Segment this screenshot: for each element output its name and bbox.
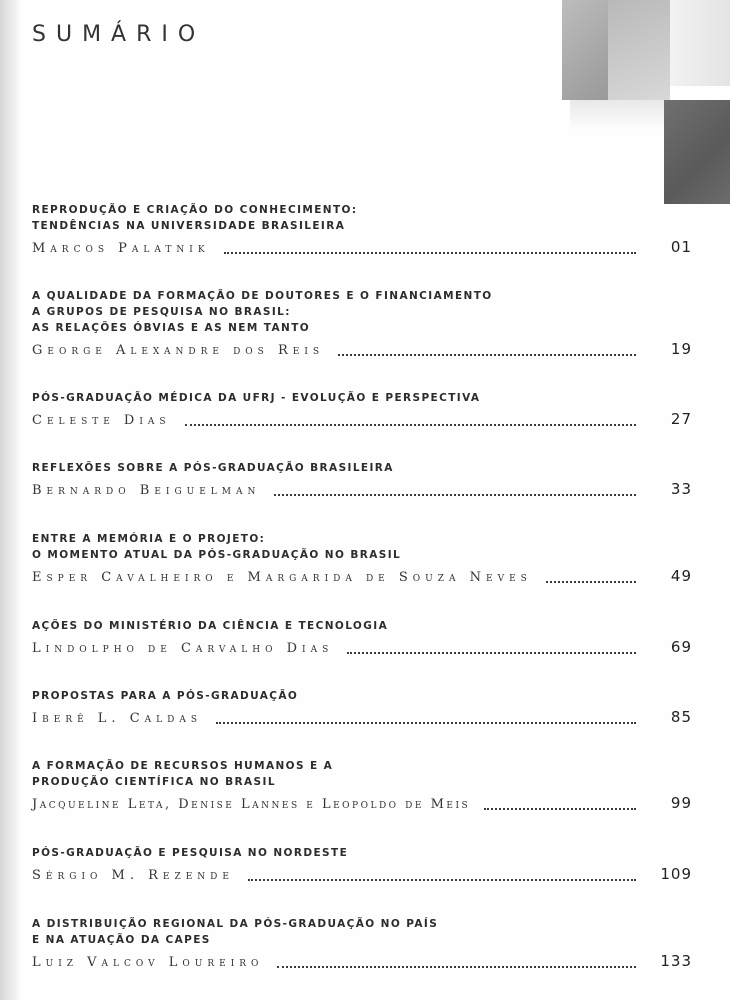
toc-entry[interactable] — [32, 618, 692, 660]
entry-page-number: 19 — [670, 340, 692, 358]
entry-author-row — [32, 340, 692, 362]
leader-dots — [277, 965, 636, 968]
entry-author-row — [32, 794, 692, 816]
entry-author: Marcos Palatnik — [32, 241, 210, 256]
entry-author: Jacqueline Leta, Denise Lannes e Leopoldo de Meis — [32, 797, 471, 812]
entry-author-row — [32, 238, 692, 260]
entry-author-row — [32, 708, 692, 730]
entry-author-row — [32, 865, 692, 887]
decorative-block — [562, 0, 670, 100]
entry-title-line: PÓS-GRADUAÇÃO E PESQUISA NO NORDESTE — [32, 847, 349, 859]
leader-dots — [224, 251, 636, 254]
page-edge-shadow — [0, 0, 22, 1000]
entry-title-line: REFLEXÕES SOBRE A PÓS-GRADUAÇÃO BRASILEIRA — [32, 462, 394, 474]
toc-entry[interactable] — [32, 460, 692, 502]
entry-author: Lindolpho de Carvalho Dias — [32, 641, 334, 656]
entry-title-line: E NA ATUAÇÃO DA CAPES — [32, 934, 211, 946]
entry-title-line: TENDÊNCIAS NA UNIVERSIDADE BRASILEIRA — [32, 220, 346, 232]
entry-page-number: 69 — [670, 638, 692, 656]
entry-author: Esper Cavalheiro e Margarida de Souza Neves — [32, 570, 532, 585]
decorative-block — [664, 100, 730, 204]
entry-author-row — [32, 480, 692, 502]
page-title: SUMÁRIO — [32, 22, 206, 47]
entry-title-line: A DISTRIBUIÇÃO REGIONAL DA PÓS-GRADUAÇÃO NO PAÍS — [32, 918, 439, 930]
entry-author-row — [32, 952, 692, 974]
entry-author: Luiz Valcov Loureiro — [32, 955, 264, 970]
entry-title-line: AÇÕES DO MINISTÉRIO DA CIÊNCIA E TECNOLOGIA — [32, 620, 389, 632]
entry-page-number: 33 — [670, 480, 692, 498]
entry-title-line: A GRUPOS DE PESQUISA NO BRASIL: — [32, 306, 291, 318]
entry-page-number: 49 — [670, 567, 692, 585]
entry-title-line: A FORMAÇÃO DE RECURSOS HUMANOS E A — [32, 760, 334, 772]
entry-title-line: ENTRE A MEMÓRIA E O PROJETO: — [32, 533, 266, 545]
entry-page-number: 27 — [670, 410, 692, 428]
toc-entry[interactable] — [32, 688, 692, 730]
entry-title-line: O MOMENTO ATUAL DA PÓS-GRADUAÇÃO NO BRASIL — [32, 549, 402, 561]
entry-author: George Alexandre dos Reis — [32, 343, 325, 358]
leader-dots — [274, 493, 636, 496]
entry-author: Sérgio M. Rezende — [32, 868, 234, 883]
entry-title-line: AS RELAÇÕES ÓBVIAS E AS NEM TANTO — [32, 322, 311, 334]
leader-dots — [338, 353, 636, 356]
entry-author-row — [32, 638, 692, 660]
leader-dots — [546, 580, 636, 583]
decorative-block — [670, 0, 730, 86]
entry-page-number: 01 — [670, 238, 692, 256]
toc-entry[interactable] — [32, 845, 692, 887]
entry-title-line: PROPOSTAS PARA A PÓS-GRADUAÇÃO — [32, 690, 299, 702]
entry-page-number: 99 — [670, 794, 692, 812]
toc-entry[interactable] — [32, 390, 692, 432]
entry-author: Celeste Dias — [32, 413, 171, 428]
entry-title-line: REPRODUÇÃO E CRIAÇÃO DO CONHECIMENTO: — [32, 204, 358, 216]
toc-entry[interactable] — [32, 288, 692, 362]
entry-page-number: 85 — [670, 708, 692, 726]
toc-entry[interactable] — [32, 531, 692, 589]
leader-dots — [347, 651, 636, 654]
entry-page-number: 109 — [660, 865, 692, 883]
toc-entry[interactable] — [32, 202, 692, 260]
entry-author-row — [32, 567, 692, 589]
leader-dots — [216, 721, 636, 724]
leader-dots — [484, 807, 636, 810]
leader-dots — [248, 878, 636, 881]
entry-page-number: 133 — [660, 952, 692, 970]
entry-author: Iberê L. Caldas — [32, 711, 202, 726]
leader-dots — [185, 423, 636, 426]
toc-entry[interactable] — [32, 916, 692, 974]
entry-title-line: A QUALIDADE DA FORMAÇÃO DE DOUTORES E O FINANCIAMENTO — [32, 290, 493, 302]
toc-entry[interactable] — [32, 758, 692, 816]
entry-author: Bernardo Beiguelman — [32, 483, 261, 498]
entry-author-row — [32, 410, 692, 432]
entry-title-line: PÓS-GRADUAÇÃO MÉDICA DA UFRJ - EVOLUÇÃO E PERSPECTIVA — [32, 392, 481, 404]
decorative-block — [570, 100, 664, 130]
entry-title-line: PRODUÇÃO CIENTÍFICA NO BRASIL — [32, 776, 276, 788]
